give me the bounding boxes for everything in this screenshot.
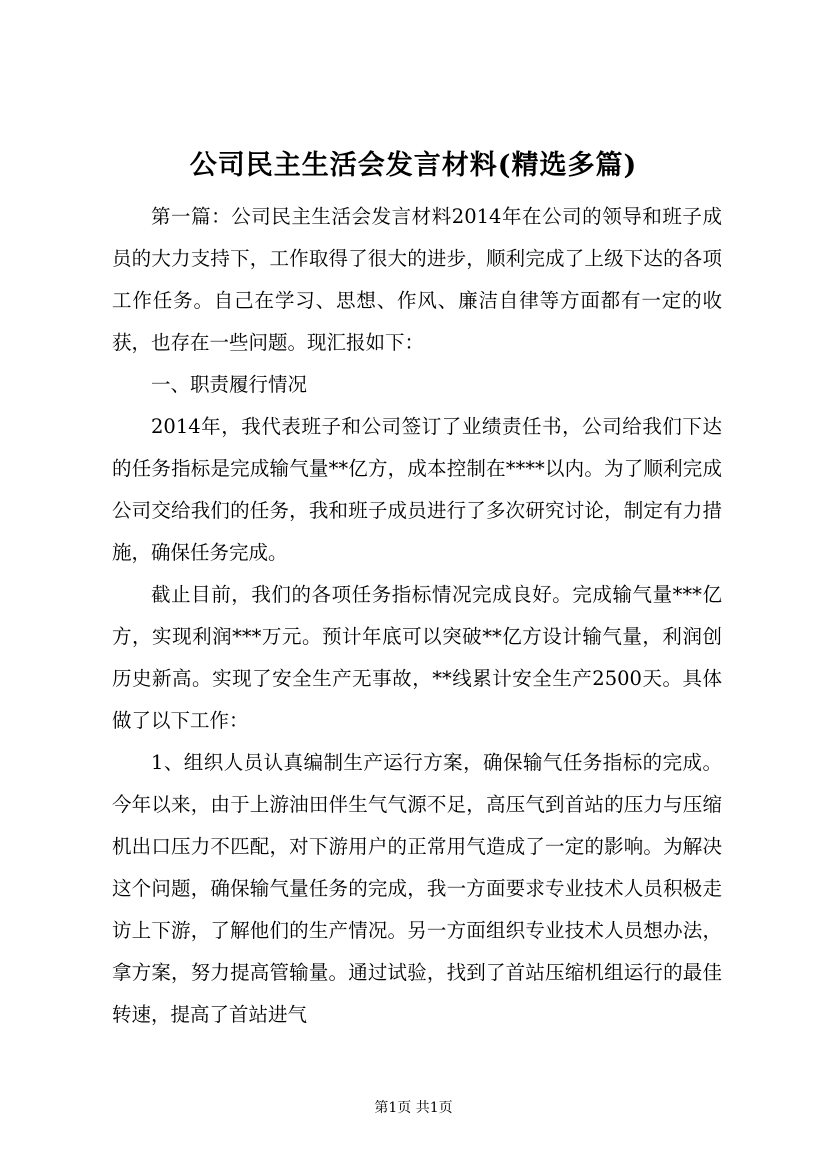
document-body — [112, 196, 722, 1036]
paragraph-intro: 第一篇：公司民主生活会发言材料2014年在公司的领导和班子成员的大力支持下，工作取得了很大的进步，顺利完成了上级下达的各项工作任务。自己在学习、思想、作风、廉洁自律等方面都有一定的收获，也存在一些问题。现汇报如下： — [112, 205, 722, 354]
document-title: 公司民主生活会发言材料(精选多篇) — [189, 150, 638, 181]
page-footer: 第1页 共1页 — [374, 1100, 453, 1116]
section-heading: 一、职责履行情况 — [151, 373, 308, 396]
paragraph-responsibility: 2014年，我代表班子和公司签订了业绩责任书，公司给我们下达的任务指标是完成输气量**亿方，成本控制在****以内。为了顺利完成公司交给我们的任务，我和班子成员进行了多次研究讨论，制定有力措施，确保任务完成。 — [112, 415, 722, 564]
paragraph-item-1: 1、组织人员认真编制生产运行方案，确保输气任务指标的完成。今年以来，由于上游油田伴生气气源不足，高压气到首站的压力与压缩机出口压力不匹配，对下游用户的正常用气造成了一定的影响。为解决这个问题，确保输气量任务的完成，我一方面要求专业技术人员积极走访上下游，了解他们的生产情况。另一方面组织专业技术人员想办法，拿方案，努力提高管输量。通过试验，找到了首站压缩机组运行的最佳转速，提高了首站进气 — [112, 751, 722, 1026]
paragraph-results: 截止目前，我们的各项任务指标情况完成良好。完成输气量***亿方，实现利润***万元。预计年底可以突破**亿方设计输气量，利润创历史新高。实现了安全生产无事故，**线累计安全生产2500天。具体做了以下工作： — [112, 583, 722, 732]
